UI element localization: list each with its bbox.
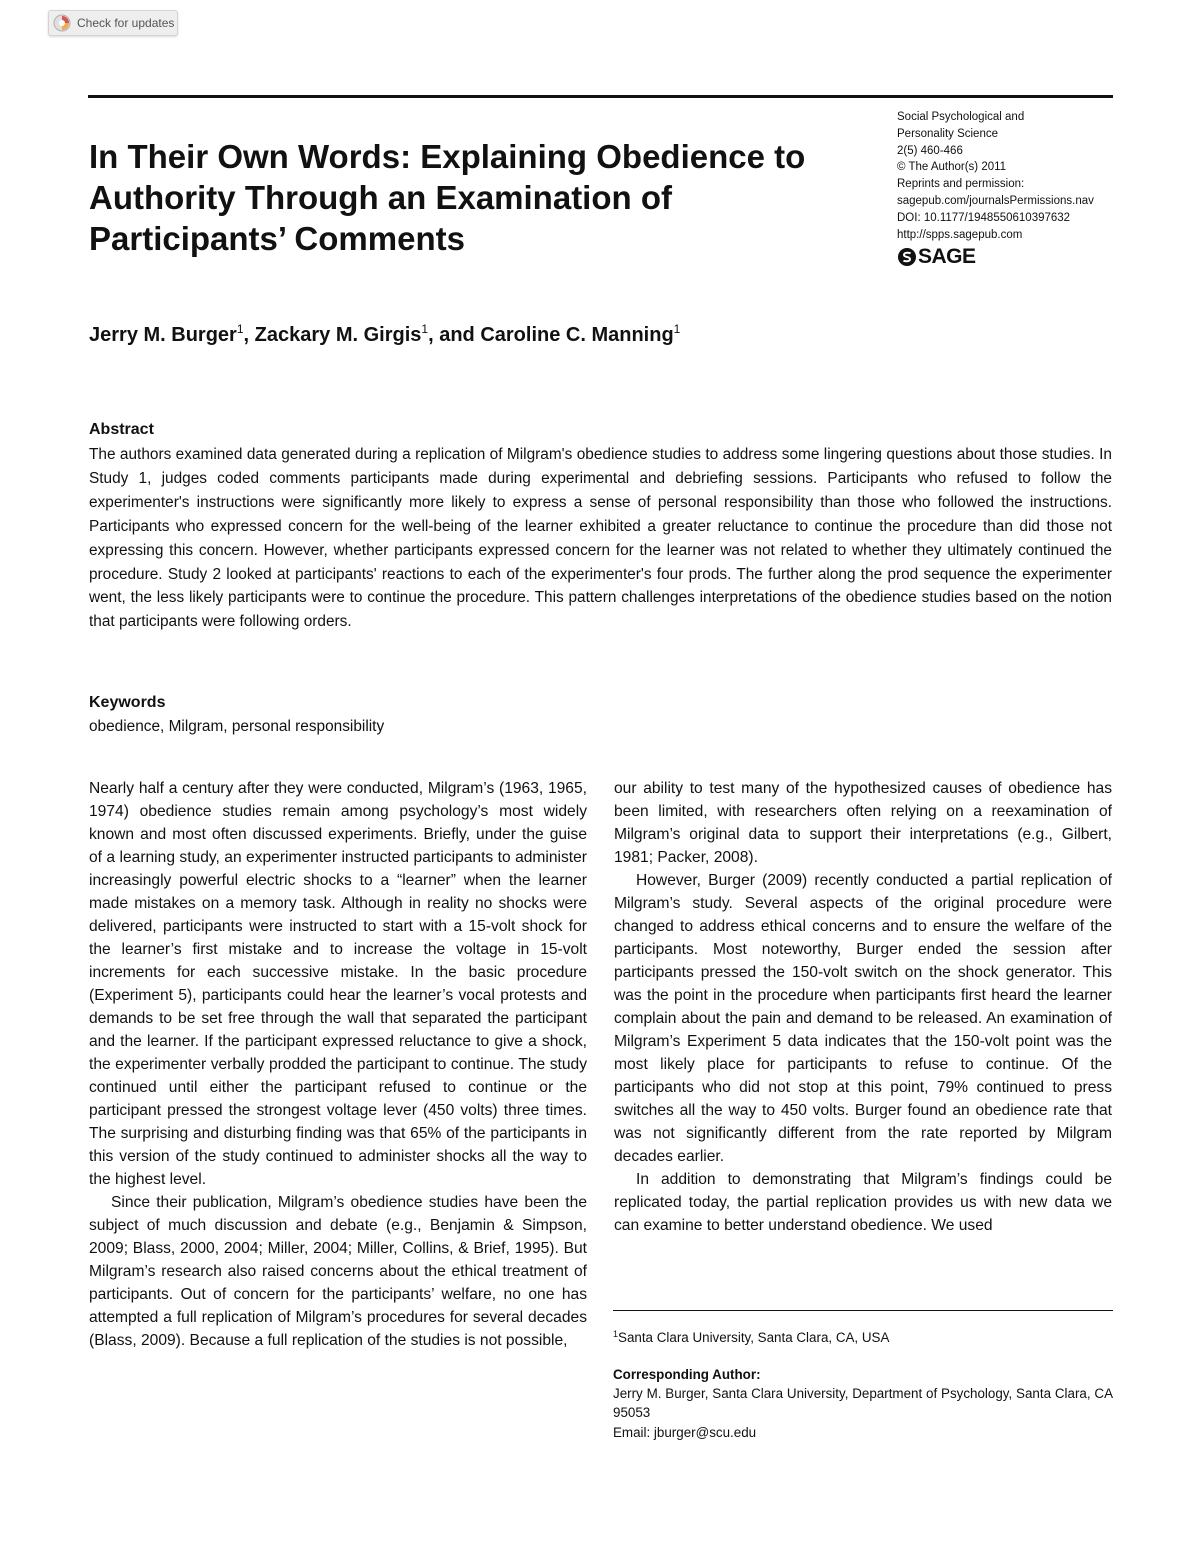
journal-info [897,109,1137,267]
author-separator: , and [428,324,481,346]
corresponding-author-text: Jerry M. Burger, Santa Clara University, Department of Psychology, Santa Clara, CA 95053 [613,1386,1113,1421]
journal-line: Social Psychological and [897,111,1025,123]
corresponding-email[interactable]: Email: jburger@scu.edu [613,1425,757,1440]
body-column-left [89,777,587,1352]
journal-line: Personality Science [897,127,998,140]
header-rule [88,95,1113,98]
journal-line: © The Author(s) 2011 [897,161,1007,174]
author-name: Jerry M. Burger [89,324,237,346]
abstract-heading: Abstract [89,421,154,438]
journal-line: Reprints and permission: [897,178,1025,191]
author-separator: , [243,324,255,346]
crossmark-icon [53,14,71,32]
check-for-updates-badge[interactable] [48,10,178,36]
journal-line[interactable]: http://spps.sagepub.com [897,228,1023,241]
journal-line: 2(5) 460-466 [897,144,963,157]
body-paragraph: In addition to demonstrating that Milgram’s findings could be replicated today, the partial replication provides us with new data we can examine to better understand obedience. We used [614,1171,1112,1234]
affiliation-marker: 1 [673,322,681,336]
body-paragraph: Nearly half a century after they were conducted, Milgram’s (1963, 1965, 1974) obedience studies remain among psychology’s most widely known and most often discussed experiments. Briefly, under the guise of a learning study, an experimenter instructed participants to administer increasingly powerful electric shocks to a “learner” when the learner made mistakes on a memory task. Although in reality no shocks were delivered, participants were instructed to start with a 15-volt shock for the learner’s first mistake and to increase the voltage in 15-volt increments for each successive mistake. In the basic procedure (Experiment 5), participants could hear the learner’s vocal protests and demands to be set free through the wall that separated the participant and the learner. If the participant expressed reluctance to give a shock, the experimenter verbally prodded the participant to continue. The study continued until either the participant refused to continue or the participant pressed the strongest voltage lever (450 volts) three times. The surprising and disturbing finding was that 65% of the participants in this version of the study continued to administer shocks all the way to the highest level. [89,780,587,1188]
body-paragraph: Since their publication, Milgram’s obedience studies have been the subject of much discussion and debate (e.g., Benjamin & Simpson, 2009; Blass, 2000, 2004; Miller, 2004; Miller, Collins, & Brief, 1995). But Milgram’s research also raised concerns about the ethical treatment of participants. Out of concern for the participants’ welfare, no one has attempted a full replication of Milgram’s procedures for several decades (Blass, 2009). Because a full replication of the studies is not possible, [89,1194,587,1349]
body-column-right [614,777,1112,1237]
body-paragraph: However, Burger (2009) recently conducted a partial replication of Milgram’s study. Several aspects of the original procedure were changed to address ethical concerns and to ensure the welfare of the participants. Most noteworthy, Burger ended the session after participants pressed the 150-volt switch on the shock generator. This was the point in the procedure when participants first heard the learner complain about the pain and demand to be released. An examination of Milgram’s Experiment 5 data indicates that the 150-volt point was the most likely place for participants to refuse to continue. Of the participants who did not stop at this point, 79% continued to press switches all the way to 450 volts. Burger found an obedience rate that was not significantly different from the rate reported by Milgram decades earlier. [614,872,1112,1165]
affiliation-marker: 1 [421,322,429,336]
badge-label: Check for updates [77,16,175,30]
body-paragraph: our ability to test many of the hypothesized causes of obedience has been limited, with researchers often relying on a reexamination of Milgram’s original data to support their interpretations (e.g., Gilbert, 1981; Packer, 2008). [614,780,1112,866]
sage-logo-text: SAGE [918,244,976,268]
sage-icon [897,247,917,267]
affiliation-footnote [613,1325,1113,1347]
journal-line[interactable]: sagepub.com/journalsPermissions.nav [897,194,1094,207]
journal-line: DOI: 10.1177/1948550610397632 [897,211,1071,224]
author-name: Zackary M. Girgis [254,324,422,346]
corresponding-author-label: Corresponding Author: [613,1367,761,1382]
keywords-heading: Keywords [89,694,166,711]
affiliation-text: Santa Clara University, Santa Clara, CA, USA [618,1330,890,1345]
affiliation-marker: 1 [613,1329,619,1339]
article-title: In Their Own Words: Explaining Obedience to Authority Through an Examination of Participants’ Comments [89,138,806,257]
author-list [89,322,680,347]
abstract-text: The authors examined data generated during a replication of Milgram's obedience studies to address some lingering questions about those studies. In Study 1, judges coded comments participants made during experimental and debriefing sessions. Participants who refused to follow the experimenter's instructions were significantly more likely to express a sense of personal responsibility than those who followed the instructions. Participants who expressed concern for the well-being of the learner exhibited a greater reluctance to continue the procedure than did those not expressing this concern. However, whether participants expressed concern for the learner was not related to whether they ultimately continued the procedure. Study 2 looked at participants' reactions to each of the experimenter's four prods. The further along the prod sequence the experimenter went, the less likely participants were to continue the procedure. This pattern challenges interpretations of the obedience studies based on the notion that participants were following orders. [89,446,1112,631]
keywords-text: obedience, Milgram, personal responsibility [89,718,385,735]
footnote-rule [613,1310,1113,1311]
author-name: Caroline C. Manning [480,324,674,346]
sage-logo [897,244,1137,268]
affiliation-marker: 1 [236,322,244,336]
